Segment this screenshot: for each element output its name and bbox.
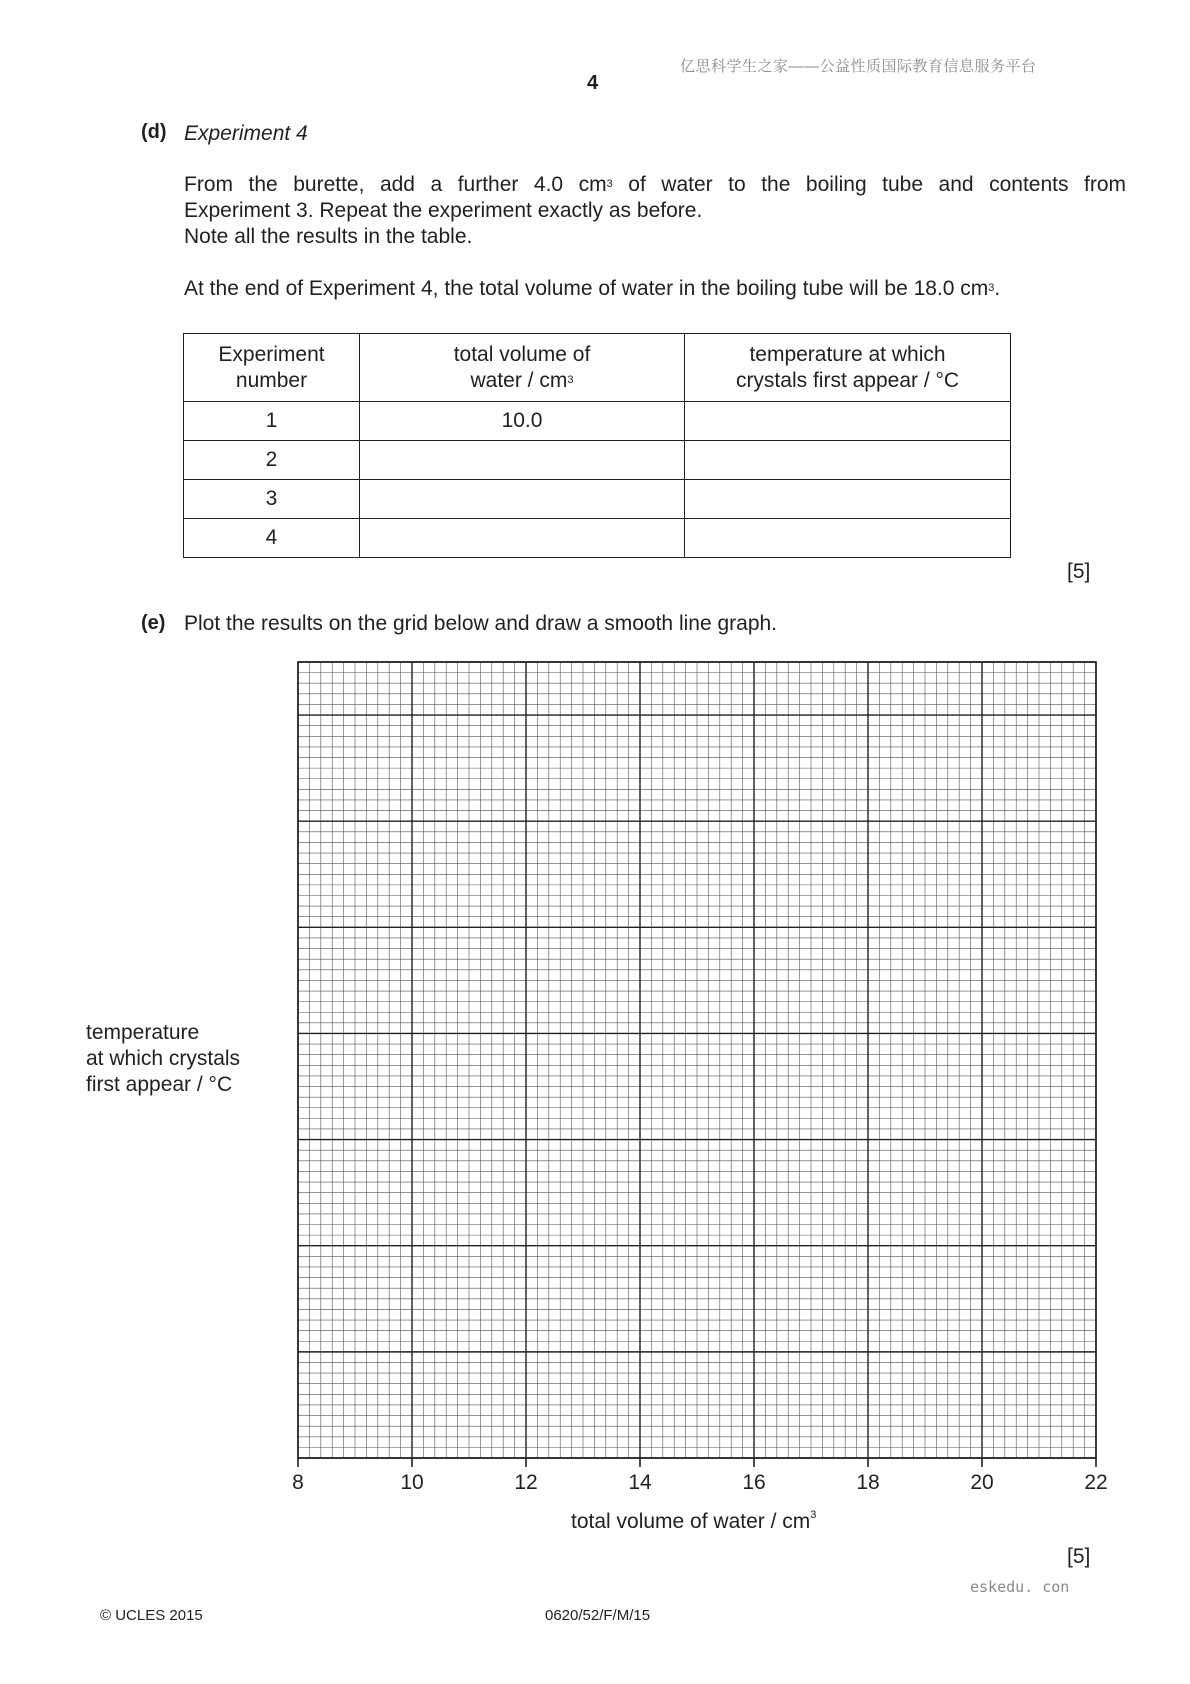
- watermark-text: 亿思科学生之家——公益性质国际教育信息服务平台: [680, 58, 1037, 75]
- x-tick-label: 10: [400, 1471, 424, 1494]
- x-axis-label: total volume of water / $cm^3$: [571, 1509, 817, 1533]
- x-tick-label: 18: [856, 1471, 880, 1494]
- header-experiment-number: Experiment number: [184, 334, 360, 402]
- x-axis-ticks: [298, 1458, 1096, 1467]
- x-tick-label: 8: [292, 1471, 304, 1494]
- paper-code: 0620/52/F/M/15: [545, 1607, 651, 1624]
- plot-instruction: Plot the results on the grid below and draw a smooth line graph.: [184, 612, 778, 635]
- copyright: © UCLES 2015: [100, 1607, 203, 1624]
- cell-experiment: 4: [184, 519, 360, 558]
- cell-experiment: 3: [184, 480, 360, 519]
- experiment-title: Experiment 4: [184, 122, 308, 145]
- x-tick-label: 22: [1084, 1471, 1108, 1494]
- cell-volume[interactable]: 10.0: [360, 402, 685, 441]
- site-watermark: eskedu. con: [970, 1578, 1070, 1596]
- grid-minor-lines: [298, 662, 1096, 1458]
- x-tick-label: 16: [742, 1471, 766, 1494]
- x-tick-label: 20: [970, 1471, 994, 1494]
- header-total-volume: total volume of water / $cm^3$: [360, 334, 685, 402]
- instruction-line-2: Experiment 3. Repeat the experiment exactly as before.: [184, 199, 703, 222]
- x-tick-label: 12: [514, 1471, 538, 1494]
- total-volume-note: At the end of Experiment 4, the total volume of water in the boiling tube will be 18.0 $cm^3$.: [184, 277, 1001, 300]
- y-axis-label: temperature at which crystals first appear / °C: [86, 1021, 241, 1096]
- marks-e: [5]: [1067, 1545, 1091, 1568]
- header-temperature: temperature at which crystals first appear / °C: [685, 334, 1011, 402]
- instruction-line-3: Note all the results in the table.: [184, 225, 473, 248]
- instruction-line-1: From the burette, add a further 4.0 $cm^3$ of water to the boiling tube and contents from: [184, 173, 1126, 196]
- question-label-d: (d): [141, 121, 167, 143]
- question-label-e: (e): [141, 612, 166, 634]
- x-tick-label: 14: [628, 1471, 652, 1494]
- page-number: 4: [587, 72, 599, 94]
- cell-experiment: 2: [184, 441, 360, 480]
- marks-d: [5]: [1067, 560, 1091, 583]
- cell-experiment: 1: [184, 402, 360, 441]
